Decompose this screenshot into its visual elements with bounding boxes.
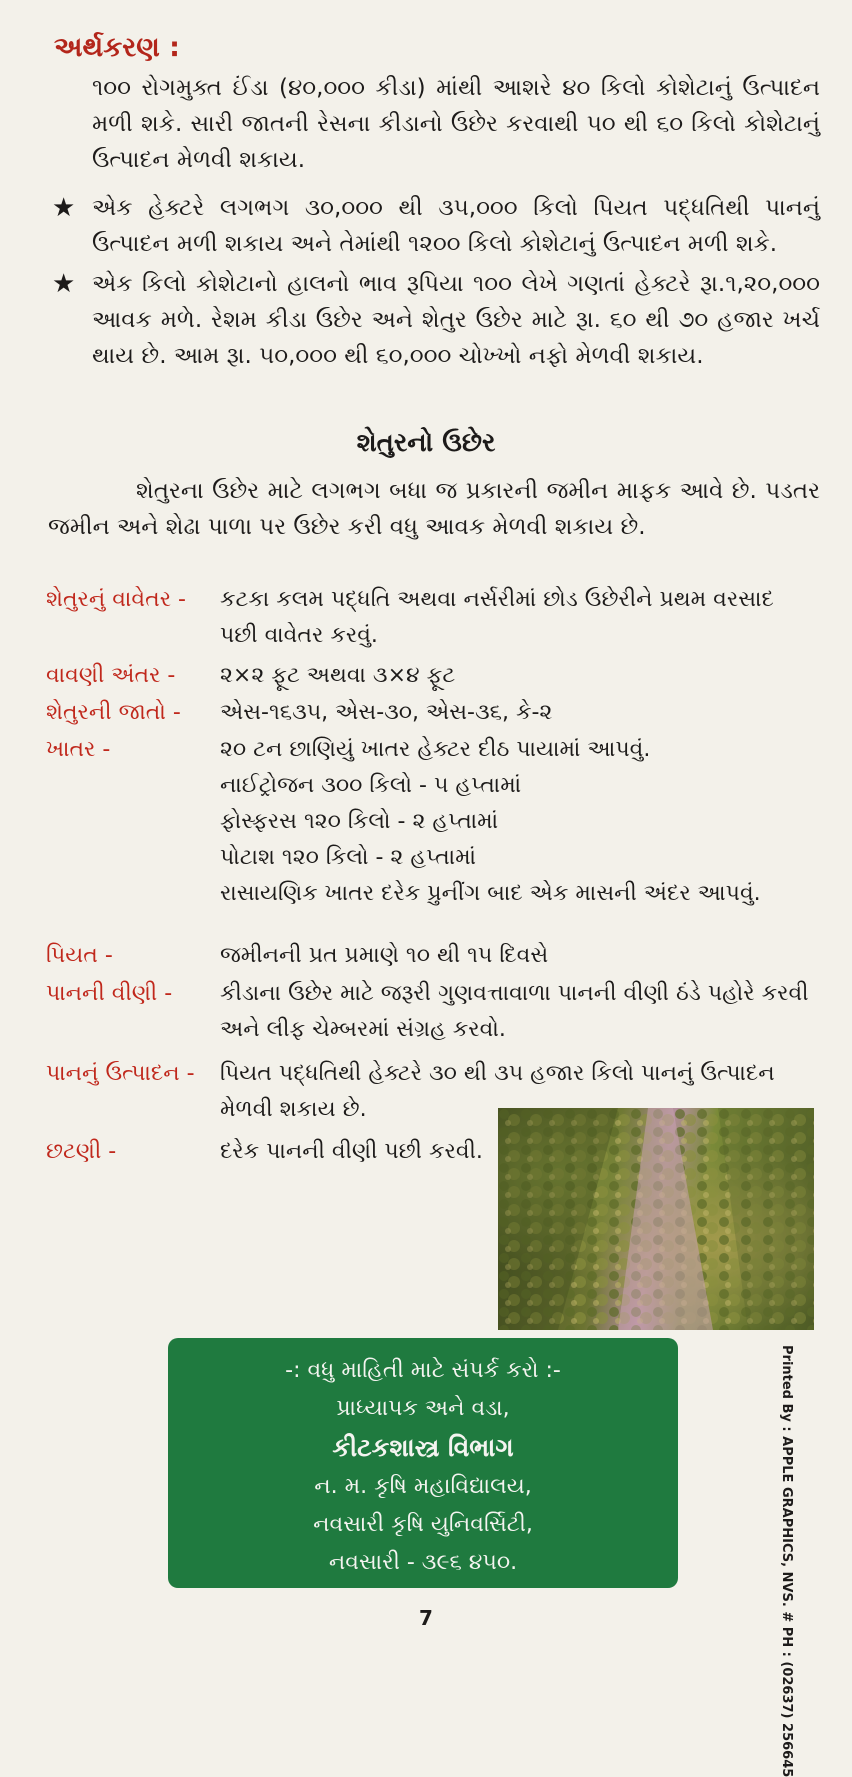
row-label: છટણી - [46,1139,117,1164]
row-label: પાનનું ઉત્પાદન - [46,1061,195,1086]
row-value: પોટાશ ૧૨૦ કિલો - ૨ હપ્તામાં [220,845,477,870]
row-label: પાનની વીણી - [46,981,173,1006]
page-number: 7 [419,1606,433,1630]
economics-paragraph: ૧૦૦ રોગમુક્ત ઈંડા (૪૦,૦૦૦ કીડા) માંથી આશરે ૪૦ કિલો કોશેટાનું ઉત્પાદન મળી શકે. સારી જાતની રેસના કીડાનો ઉછેર કરવાથી ૫૦ થી ૬૦ કિલો કોશેટાનું ઉત્પાદન મેળવી શકાય. [92,75,820,173]
row-label: શેતુરનું વાવેતર - [46,587,186,612]
row-value: ફોસ્ફરસ ૧૨૦ કિલો - ૨ હપ્તામાં [220,809,499,834]
department-name: કીટકશાસ્ત્ર વિભાગ [332,1433,514,1462]
mulberry-heading: શેતુરનો ઉછેર [356,428,496,458]
row-value: ૨૦ ટન છાણિયું ખાતર હેક્ટર દીઠ પાયામાં આપવું. [220,737,651,762]
info-row-varieties [38,695,828,731]
row-value: પિયત પદ્ધતિથી હેક્ટરે ૩૦ થી ૩૫ હજાર કિલો પાનનું ઉત્પાદન મેળવી શકાય છે. [220,1061,775,1122]
contact-line: પ્રાધ્યાપક અને વડા, [336,1396,510,1421]
bullet-text: એક કિલો કોશેટાનો હાલનો ભાવ રૂપિયા ૧૦૦ લેખે ગણતાં હેક્ટરે રૂા.૧,૨૦,૦૦૦ આવક મળે. રેશમ કીડા ઉછેર અને શેતુર ઉછેર માટે રૂા. ૬૦ થી ૭૦ હજાર ખર્ચ થાય છે. આમ રૂા. ૫૦,૦૦૦ થી ૬૦,૦૦૦ ચોખ્ખો નફો મેળવી શકાય. [92,271,820,369]
contact-line: -: વધુ માહિતી માટે સંપર્ક કરો :- [285,1358,561,1383]
field-illustration [498,1108,814,1330]
contact-line: નવસારી કૃષિ યુનિવર્સિટી, [313,1512,533,1537]
info-row-leaf-harvest [38,976,828,1048]
mulberry-intro: શેતુરના ઉછેર માટે લગભગ બધા જ પ્રકારની જમીન માફક આવે છે. પડતર જમીન અને શેઢા પાળા પર ઉછેર કરી વધુ આવક મેળવી શકાય છે. [48,478,820,540]
info-row-fertilizer [38,732,828,912]
row-label: પિયત - [46,943,113,968]
economics-bullet [52,266,820,374]
row-label: શેતુરની જાતો - [46,700,181,725]
row-value: રાસાયણિક ખાતર દરેક પ્રુનીંગ બાદ એક માસની અંદર આપવું. [220,881,761,906]
printer-credit: Printed By : APPLE GRAPHICS, NVS. # PH : (02637) 256645 [779,1345,794,1777]
star-icon: ★ [52,269,76,299]
row-value: જમીનની પ્રત પ્રમાણે ૧૦ થી ૧૫ દિવસે [220,943,549,968]
contact-box [168,1338,678,1588]
info-row-irrigation [38,938,828,974]
row-value: દરેક પાનની વીણી પછી કરવી. [220,1139,483,1164]
economics-bullet [52,190,820,262]
row-value: કીડાના ઉછેર માટે જરૂરી ગુણવત્તાવાળા પાનની વીણી ઠંડે પહોરે કરવી અને લીફ ચેમ્બરમાં સંગ્રહ કરવો. [220,981,809,1042]
info-row-spacing [38,658,828,694]
bullet-text: એક હેક્ટરે લગભગ ૩૦,૦૦૦ થી ૩૫,૦૦૦ કિલો પિયત પદ્ધતિથી પાનનું ઉત્પાદન મળી શકાય અને તેમાંથી ૧૨૦૦ કિલો કોશેટાનું ઉત્પાદન મળી શકે. [92,195,820,257]
info-row-plantation [38,582,828,654]
economics-heading: અર્થકરણ : [54,32,180,63]
row-value: ૨×૨ ફૂટ અથવા ૩×૪ ફૂટ [220,663,456,688]
row-value: કટકા કલમ પદ્ધતિ અથવા નર્સરીમાં છોડ ઉછેરીને પ્રથમ વરસાદ પછી વાવેતર કરવું. [220,587,774,648]
mulberry-field-photo [498,1108,814,1330]
contact-line: નવસારી - ૩૯૬ ૪૫૦. [328,1550,518,1575]
row-value: એસ-૧૬૩૫, એસ-૩૦, એસ-૩૬, કે-૨ [220,700,553,725]
row-label: વાવણી અંતર - [46,663,176,688]
row-value: નાઈટ્રોજન ૩૦૦ કિલો - ૫ હપ્તામાં [220,773,522,798]
row-label: ખાતર - [46,737,111,762]
star-icon: ★ [52,193,76,223]
contact-line: ન. મ. કૃષિ મહાવિદ્યાલય, [314,1474,532,1499]
